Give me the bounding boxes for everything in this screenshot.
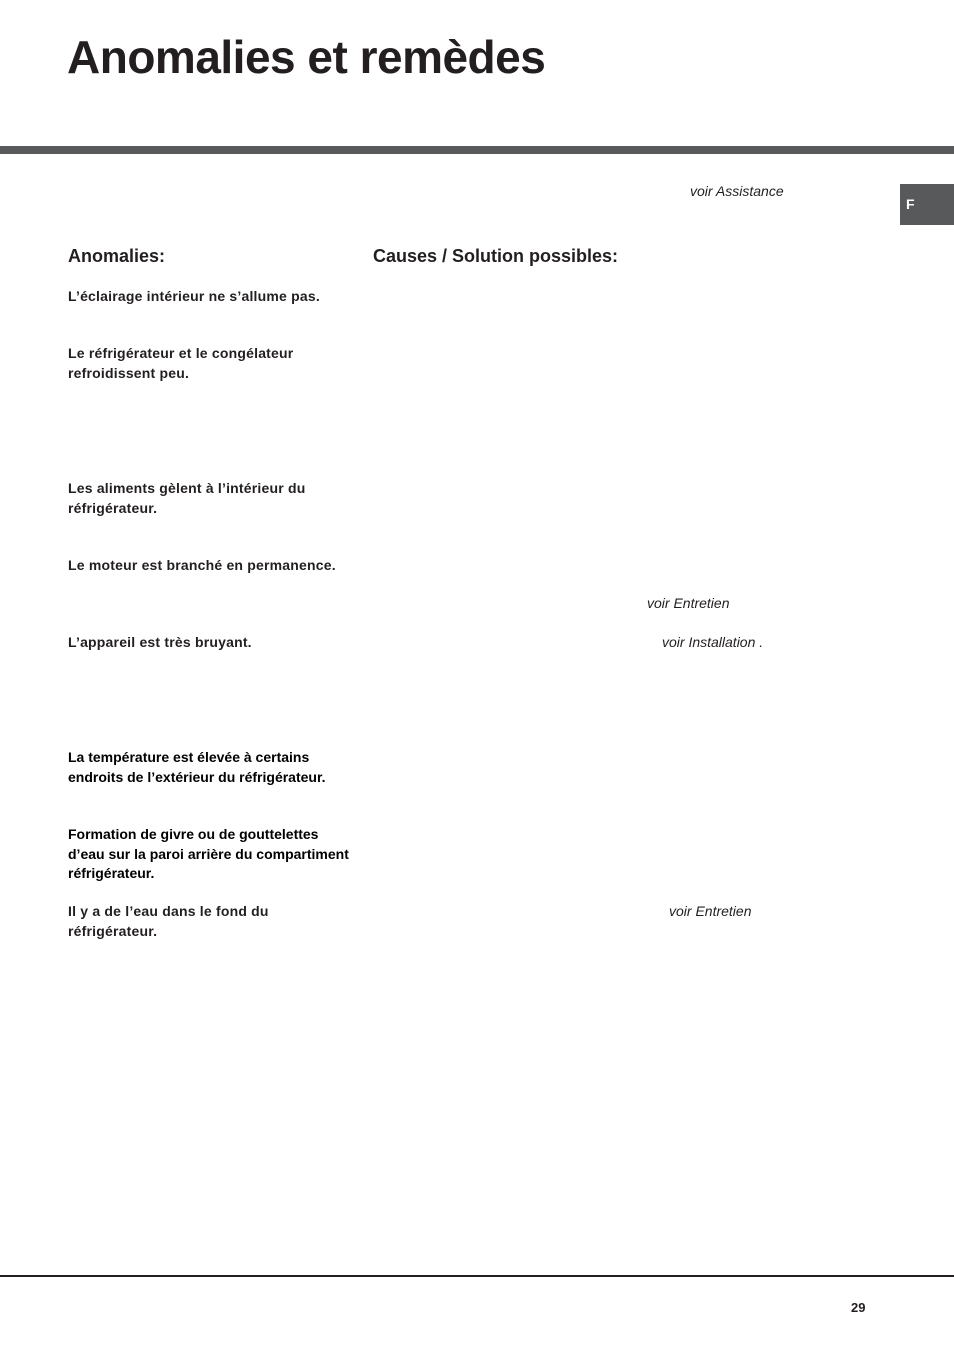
- anomaly-item: Il y a de l’eau dans le fond du réfrigérateur.: [68, 903, 269, 939]
- ref-entretien: voir Entretien: [647, 595, 730, 611]
- causes-heading: Causes / Solution possibles:: [373, 246, 619, 266]
- language-tab: F: [900, 184, 954, 225]
- anomaly-item: La température est élevée à certains endroits de l’extérieur du réfrigérateur.: [68, 749, 326, 785]
- anomaly-item: Les aliments gèlent à l’intérieur du réfrigérateur.: [68, 480, 306, 516]
- anomaly-item: Le réfrigérateur et le congélateur refroidissent peu.: [68, 345, 294, 381]
- ref-entretien: voir Entretien: [669, 903, 752, 919]
- anomalies-heading: Anomalies:: [68, 246, 166, 266]
- page-number: 29: [851, 1300, 866, 1315]
- footer-rule: [0, 1275, 954, 1277]
- page-title: Anomalies et remèdes: [67, 31, 546, 83]
- ref-installation: voir Installation .: [662, 634, 764, 650]
- header-rule: [0, 146, 954, 154]
- anomaly-item: L’appareil est très bruyant.: [68, 634, 252, 650]
- anomaly-item: Formation de givre ou de gouttelettes d’eau sur la paroi arrière du compartiment réfrigérateur.: [68, 826, 349, 881]
- anomaly-item: Le moteur est branché en permanence.: [68, 557, 336, 573]
- anomaly-item: L’éclairage intérieur ne s’allume pas.: [68, 288, 320, 304]
- ref-assistance: voir Assistance: [690, 183, 784, 199]
